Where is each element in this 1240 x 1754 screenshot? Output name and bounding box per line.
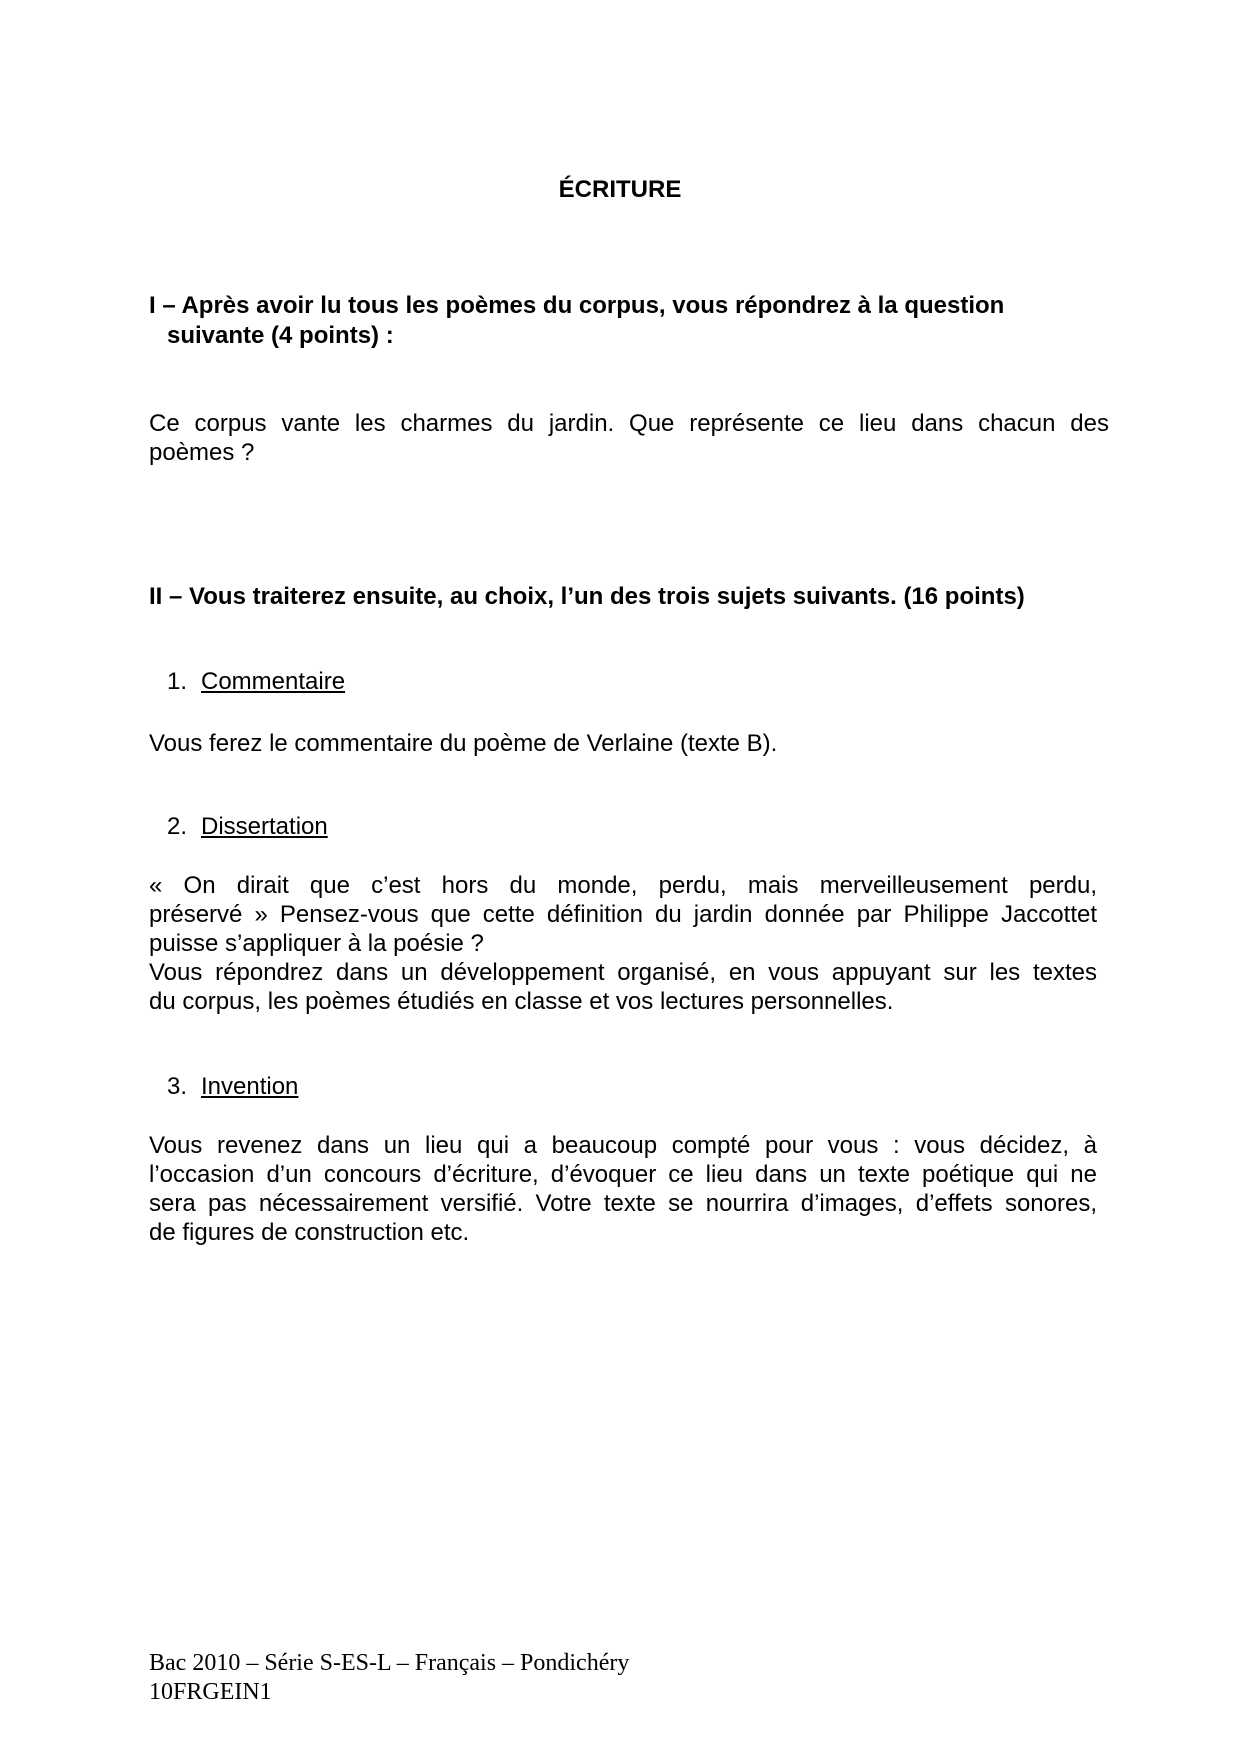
subject-2-text (149, 871, 1097, 1016)
question-1-heading (149, 291, 1109, 351)
page-footer (149, 1649, 629, 1707)
subject-1-heading (149, 668, 345, 696)
subject-2-text-line-1: « On dirait que c’est hors du monde, perdu, mais merveilleusement perdu, (149, 872, 1097, 899)
question-1-heading-line-1: I – Après avoir lu tous les poèmes du corpus, vous répondrez à la question (149, 292, 1005, 319)
subject-1-text (149, 729, 1109, 758)
footer-line-1: Bac 2010 – Série S-ES-L – Français – Pondichéry (149, 1650, 630, 1676)
question-2-heading: II – Vous traiterez ensuite, au choix, l’un des trois sujets suivants. (16 points) (149, 583, 1025, 610)
subject-2-text-line-4: Vous répondrez dans un développement organisé, en vous appuyant sur les textes (149, 959, 1097, 986)
subject-1-label: Commentaire (201, 668, 346, 695)
subject-1-number: 1. (166, 668, 187, 695)
question-1-heading-line-2: suivante (4 points) : (167, 322, 394, 349)
subject-2-text-line-3: puisse s’appliquer à la poésie ? (149, 930, 484, 957)
subject-2-heading (149, 813, 328, 841)
subject-2-text-line-2: préservé » Pensez-vous que cette définition du jardin donnée par Philippe Jaccottet (149, 901, 1097, 928)
subject-1-text-line-1: Vous ferez le commentaire du poème de Verlaine (texte B). (149, 730, 778, 757)
question-1-text-line-1: Ce corpus vante les charmes du jardin. Que représente ce lieu dans chacun des (149, 410, 1109, 437)
subject-3-text-line-4: de figures de construction etc. (149, 1219, 470, 1246)
subject-2-number: 2. (166, 813, 187, 840)
question-1-text-line-2: poèmes ? (149, 439, 255, 466)
subject-2-label: Dissertation (201, 813, 328, 840)
subject-3-text-line-3: sera pas nécessairement versifié. Votre texte se nourrira d’images, d’effets sonores, (149, 1190, 1097, 1217)
subject-2-text-line-5: du corpus, les poèmes étudiés en classe et vos lectures personnelles. (149, 988, 894, 1015)
footer-line-2: 10FRGEIN1 (149, 1679, 272, 1705)
subject-3-number: 3. (166, 1073, 187, 1100)
subject-3-heading (149, 1073, 298, 1101)
page-title: ÉCRITURE (558, 176, 682, 203)
subject-3-label: Invention (201, 1073, 299, 1100)
subject-3-text-line-2: l’occasion d’un concours d’écriture, d’évoquer ce lieu dans un texte poétique qui ne (149, 1161, 1097, 1188)
question-1-text (149, 409, 1109, 467)
subject-3-text (149, 1131, 1097, 1247)
subject-3-text-line-1: Vous revenez dans un lieu qui a beaucoup compté pour vous : vous décidez, à (149, 1132, 1097, 1159)
